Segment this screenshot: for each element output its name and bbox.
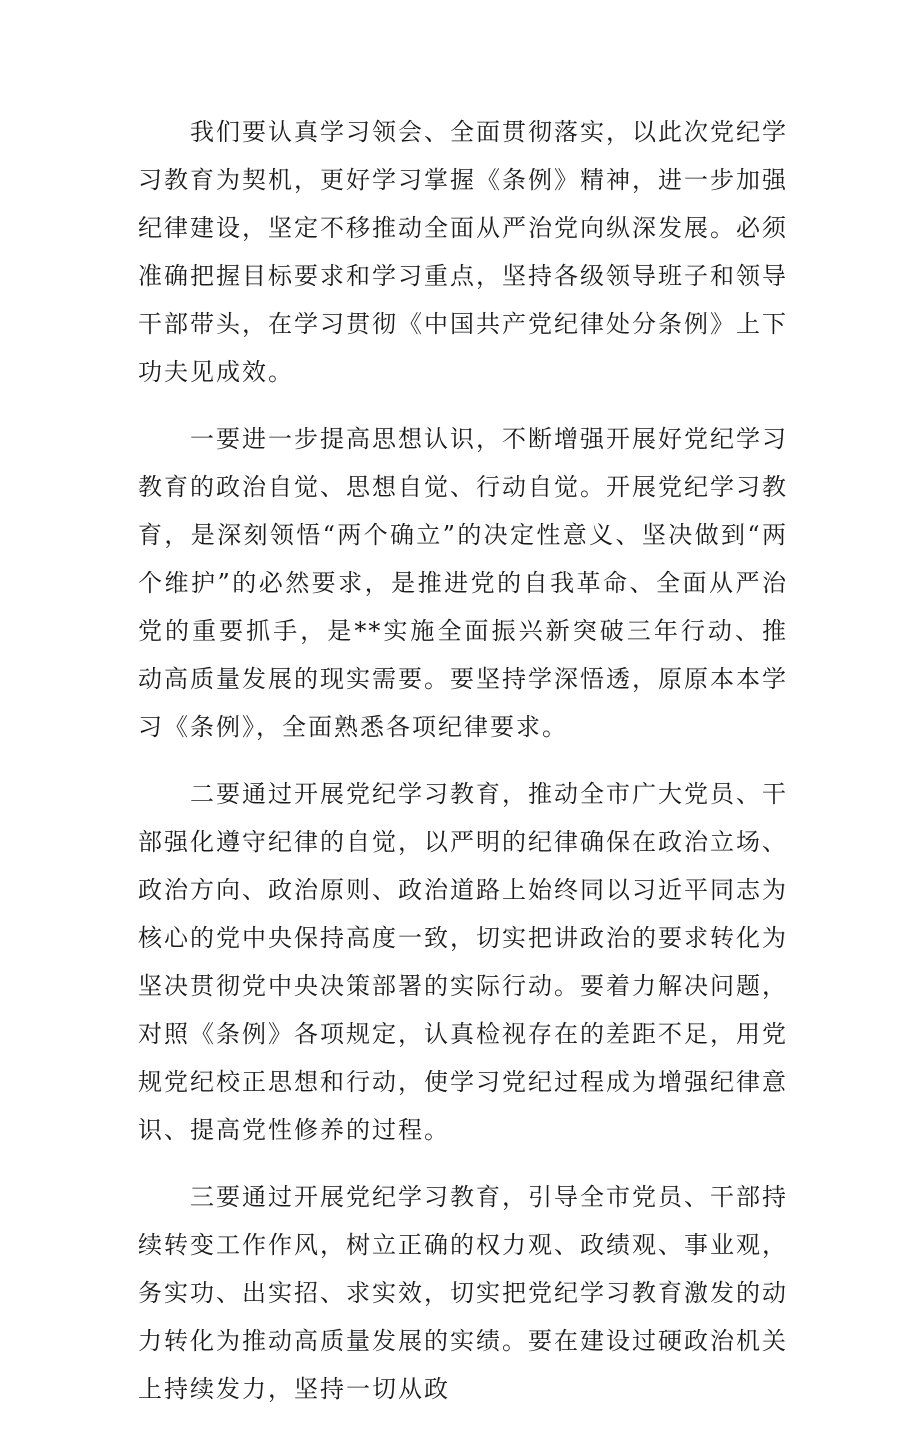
paragraph-point-three: 三要通过开展党纪学习教育，引导全市党员、干部持续转变工作作风，树立正确的权力观、政绩观、事业观，务实功、出实招、求实效，切实把党纪学习教育激发的动力转化为推动高质量发展的实绩。要在建设过硬政治机关上持续发力，坚持一切从政 [138, 1183, 788, 1403]
paragraph-point-two: 二要通过开展党纪学习教育，推动全市广大党员、干部强化遵守纪律的自觉，以严明的纪律确保在政治立场、政治方向、政治原则、政治道路上始终同以习近平同志为核心的党中央保持高度一致，切实把讲政治的要求转化为坚决贯彻党中央决策部署的实际行动。要着力解决问题，对照《条例》各项规定，认真检视存在的差距不足，用党规党纪校正思想和行动，使学习党纪过程成为增强纪律意识、提高党性修养的过程。 [138, 780, 788, 1144]
document-body [138, 108, 788, 1432]
paragraph-point-one: 一要进一步提高思想认识，不断增强开展好党纪学习教育的政治自觉、思想自觉、行动自觉。开展党纪学习教育，是深刻领悟“两个确立”的决定性意义、坚决做到“两个维护”的必然要求，是推进党的自我革命、全面从严治党的重要抓手，是**实施全面振兴新突破三年行动、推动高质量发展的现实需要。要坚持学深悟透，原原本本学习《条例》，全面熟悉各项纪律要求。 [138, 425, 788, 741]
paragraph-intro: 我们要认真学习领会、全面贯彻落实，以此次党纪学习教育为契机，更好学习掌握《条例》精神，进一步加强纪律建设，坚定不移推动全面从严治党向纵深发展。必须准确把握目标要求和学习重点，坚持各级领导班子和领导干部带头，在学习贯彻《中国共产党纪律处分条例》上下功夫见成效。 [138, 118, 788, 386]
